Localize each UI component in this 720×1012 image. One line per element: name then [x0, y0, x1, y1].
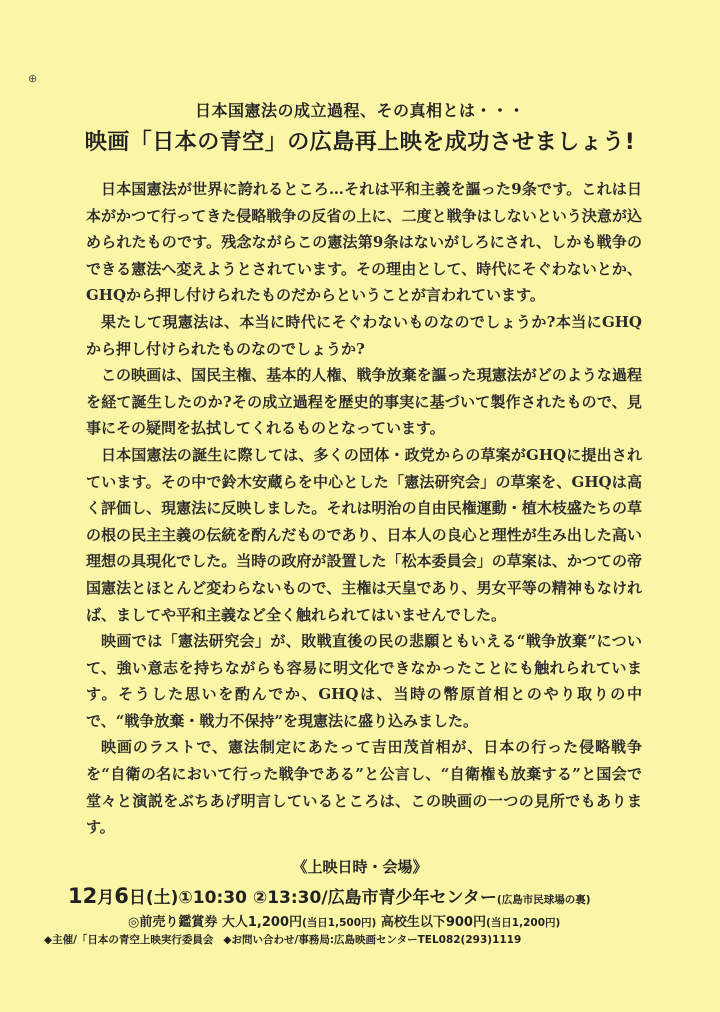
subtitle: 日本国憲法の成立過程、その真相とは・・・: [194, 101, 525, 120]
ticket-info: [128, 911, 688, 930]
page-title: 映画「日本の青空」の広島再上映を成功させましょう!: [84, 130, 636, 155]
corner-mark: ⊕: [28, 72, 38, 85]
contact: ◆お問い合わせ/事務局:広島映画センターTEL082(293)1119: [223, 934, 522, 946]
screening-month-unit: 月: [97, 888, 115, 908]
adult-price: 大人1,200円: [221, 915, 302, 930]
screening-weekday: (土): [145, 888, 179, 908]
screening-venue: 広島市青少年センター: [327, 888, 497, 908]
organizer: ◆主催/「日本の青空上映実行委員会: [44, 934, 214, 946]
paragraph: 日本国憲法が世界に誇れるところ…それは平和主義を謳った9条です。これは日本がかつて行ってきた侵略戦争の反省の上に、二度と戦争はしないという決意が込められたものです。残念ながらこの憲法第9条はないがしろにされ、しかも戦争のできる憲法へ変えようとされています。その理由として、時代にそぐわないとか、GHQから押し付けられたものだからということが言われています。: [86, 180, 642, 305]
student-door-price: (当日1,200円): [485, 917, 561, 929]
body-text: [86, 176, 642, 841]
screening-day: 6: [114, 884, 129, 908]
student-price: 高校生以下900円: [380, 915, 486, 930]
paragraph: 果たして現憲法は、本当に時代にそぐわないものなのでしょうか?本当にGHQから押し付けられたものなのでしょうか?: [86, 312, 642, 358]
paragraph: 日本国憲法の誕生に際しては、多くの団体・政党からの草案がGHQに提出されています。その中で鈴木安蔵らを中心とした「憲法研究会」の草案を、GHQは高く評価し、現憲法に反映しました。それは明治の自由民権運動・植木枝盛たちの草の根の民主主義の伝統を酌んだものであり、日本人の良心と理性が生み出した高い理想の具現化でした。当時の政府が設置した「松本委員会」の草案は、かつての帝国憲法とほとんど変わらないもので、主権は天皇であり、男女平等の精神もなければ、ましてや平和主義など全く触れられてはいませんでした。: [86, 445, 642, 624]
screening-heading: 《上映日時・会場》: [292, 858, 428, 876]
schedule-separator: /: [321, 888, 328, 908]
screening-schedule: [68, 883, 708, 908]
screening-month: 12: [68, 884, 98, 908]
screening-day-unit: 日: [128, 888, 146, 908]
paragraph: この映画は、国民主権、基本的人権、戦争放棄を謳った現憲法がどのような過程を経て誕生したのか?その成立過程を歴史的事実に基づいて製作されたもので、見事にその疑問を払拭してくれるものとなっています。: [86, 366, 642, 438]
screening-times: ①10:30 ②13:30: [178, 888, 322, 908]
ticket-label: ◎前売り鑑賞券: [128, 915, 218, 930]
paragraph: 映画では「憲法研究会」が、敗戦直後の民の悲願ともいえる“戦争放棄”について、強い意志を持ちながらも容易に明文化できなかったことにも触れられています。そうした思いを酌んでか、GHQは、当時の幣原首相とのやり取りの中で、“戦争放棄・戦力不保持”を現憲法に盛り込みました。: [86, 632, 642, 730]
footer: [44, 932, 704, 947]
venue-note: (広島市民球場の裏): [496, 894, 591, 906]
paragraph: 映画のラストで、憲法制定にあたって吉田茂首相が、日本の行った侵略戦争を“自衛の名において行った戦争である”と公言し、“自衛権も放棄する”と国会で堂々と演説をぶちあげ明言しているところは、この映画の一つの見所でもあります。: [86, 738, 642, 837]
adult-door-price: (当日1,500円): [302, 917, 377, 929]
